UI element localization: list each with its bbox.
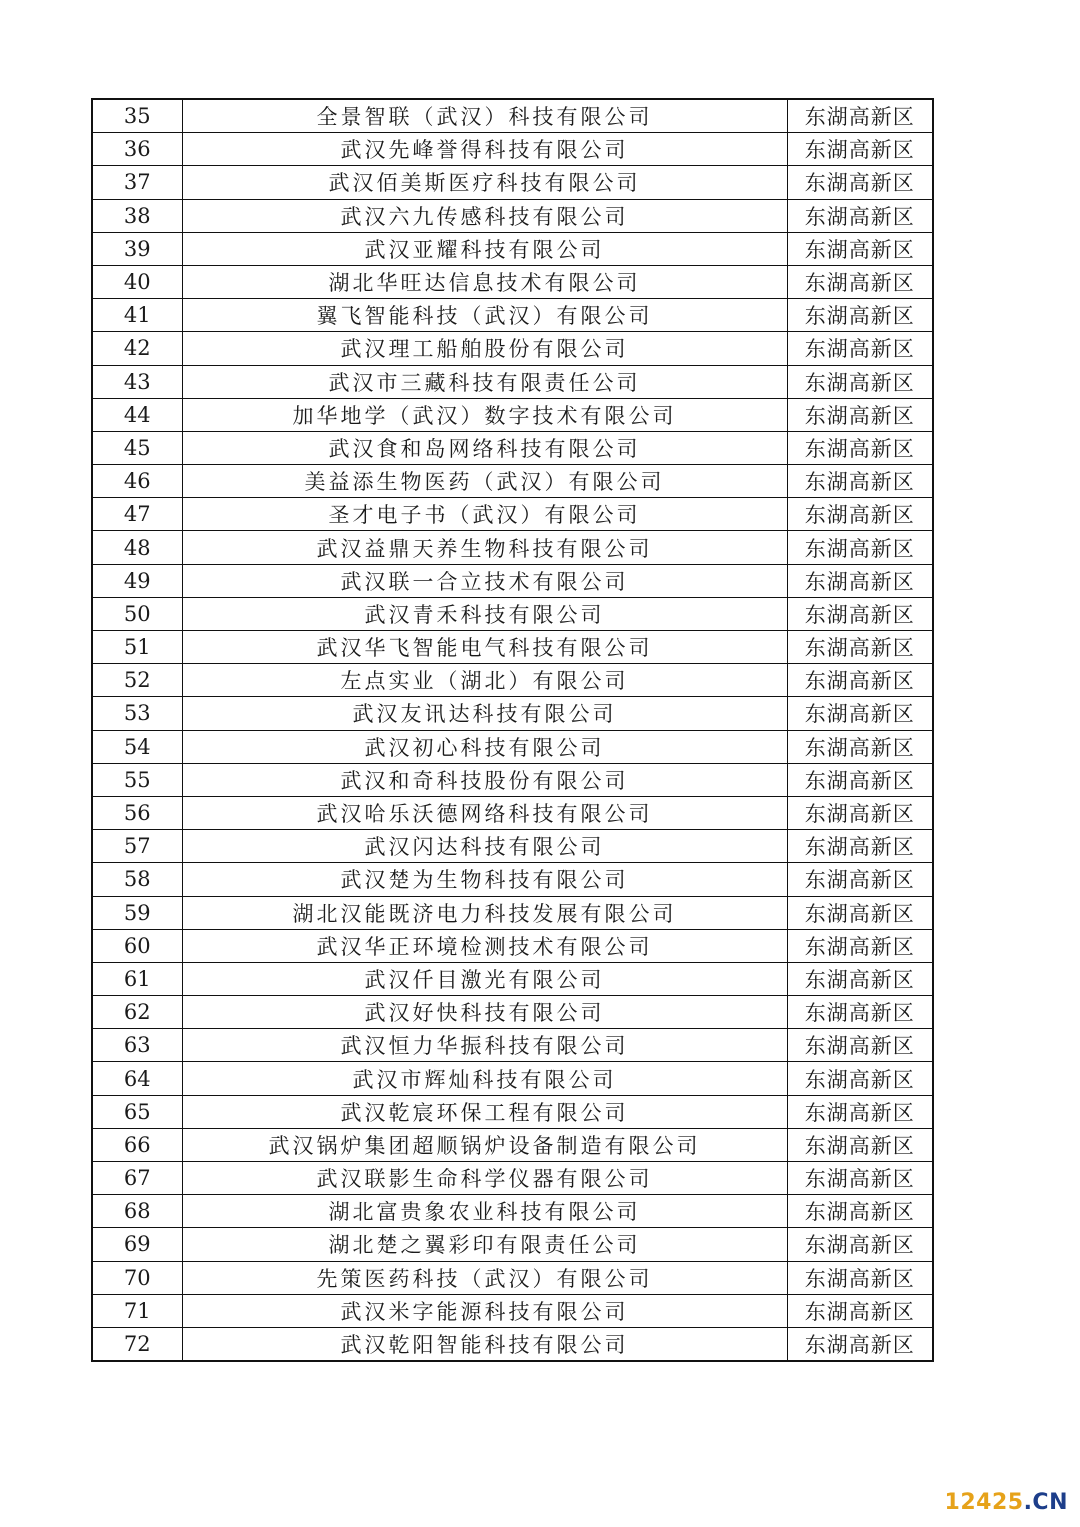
district-cell: 东湖高新区 (787, 830, 933, 863)
district-cell: 东湖高新区 (787, 962, 933, 995)
company-name-cell: 武汉哈乐沃德网络科技有限公司 (182, 796, 787, 829)
table-row (92, 498, 933, 531)
company-name-cell: 湖北汉能既济电力科技发展有限公司 (182, 896, 787, 929)
table-row (92, 465, 933, 498)
table-row (92, 99, 933, 133)
table-row (92, 265, 933, 298)
table-row (92, 1029, 933, 1062)
company-name-cell: 武汉闪达科技有限公司 (182, 830, 787, 863)
company-name-cell: 武汉六九传感科技有限公司 (182, 199, 787, 232)
company-name-cell: 圣才电子书（武汉）有限公司 (182, 498, 787, 531)
row-number-cell: 50 (92, 597, 182, 630)
row-number-cell: 59 (92, 896, 182, 929)
company-name-cell: 湖北富贵象农业科技有限公司 (182, 1195, 787, 1228)
district-cell: 东湖高新区 (787, 465, 933, 498)
table-row (92, 1162, 933, 1195)
table-row (92, 1228, 933, 1261)
table-row (92, 1195, 933, 1228)
row-number-cell: 39 (92, 232, 182, 265)
district-cell: 东湖高新区 (787, 299, 933, 332)
row-number-cell: 58 (92, 863, 182, 896)
row-number-cell: 70 (92, 1261, 182, 1294)
company-name-cell: 武汉和奇科技股份有限公司 (182, 763, 787, 796)
company-list-body (92, 99, 933, 1361)
row-number-cell: 66 (92, 1128, 182, 1161)
row-number-cell: 65 (92, 1095, 182, 1128)
district-cell: 东湖高新区 (787, 431, 933, 464)
table-row (92, 1128, 933, 1161)
table-row (92, 332, 933, 365)
district-cell: 东湖高新区 (787, 99, 933, 133)
company-name-cell: 武汉市三藏科技有限责任公司 (182, 365, 787, 398)
company-name-cell: 左点实业（湖北）有限公司 (182, 664, 787, 697)
row-number-cell: 44 (92, 398, 182, 431)
district-cell: 东湖高新区 (787, 332, 933, 365)
district-cell: 东湖高新区 (787, 531, 933, 564)
district-cell: 东湖高新区 (787, 498, 933, 531)
district-cell: 东湖高新区 (787, 996, 933, 1029)
row-number-cell: 53 (92, 697, 182, 730)
district-cell: 东湖高新区 (787, 1162, 933, 1195)
company-name-cell: 武汉仟目激光有限公司 (182, 962, 787, 995)
company-list-table (91, 98, 934, 1362)
table-row (92, 199, 933, 232)
company-name-cell: 武汉初心科技有限公司 (182, 730, 787, 763)
table-row (92, 996, 933, 1029)
district-cell: 东湖高新区 (787, 564, 933, 597)
district-cell: 东湖高新区 (787, 199, 933, 232)
district-cell: 东湖高新区 (787, 796, 933, 829)
row-number-cell: 35 (92, 99, 182, 133)
company-name-cell: 武汉联影生命科学仪器有限公司 (182, 1162, 787, 1195)
company-name-cell: 武汉市辉灿科技有限公司 (182, 1062, 787, 1095)
table-row (92, 365, 933, 398)
company-name-cell: 武汉好快科技有限公司 (182, 996, 787, 1029)
row-number-cell: 61 (92, 962, 182, 995)
row-number-cell: 64 (92, 1062, 182, 1095)
row-number-cell: 52 (92, 664, 182, 697)
district-cell: 东湖高新区 (787, 398, 933, 431)
company-name-cell: 湖北华旺达信息技术有限公司 (182, 265, 787, 298)
row-number-cell: 60 (92, 929, 182, 962)
district-cell: 东湖高新区 (787, 929, 933, 962)
table-row (92, 1327, 933, 1361)
company-name-cell: 武汉青禾科技有限公司 (182, 597, 787, 630)
company-name-cell: 先策医药科技（武汉）有限公司 (182, 1261, 787, 1294)
company-name-cell: 武汉联一合立技术有限公司 (182, 564, 787, 597)
company-name-cell: 武汉华正环境检测技术有限公司 (182, 929, 787, 962)
district-cell: 东湖高新区 (787, 1029, 933, 1062)
row-number-cell: 72 (92, 1327, 182, 1361)
company-name-cell: 武汉食和岛网络科技有限公司 (182, 431, 787, 464)
district-cell: 东湖高新区 (787, 1228, 933, 1261)
watermark-number: 12425 (944, 1490, 1024, 1515)
company-name-cell: 武汉佰美斯医疗科技有限公司 (182, 166, 787, 199)
company-name-cell: 武汉米字能源科技有限公司 (182, 1294, 787, 1327)
district-cell: 东湖高新区 (787, 232, 933, 265)
row-number-cell: 43 (92, 365, 182, 398)
company-name-cell: 武汉理工船舶股份有限公司 (182, 332, 787, 365)
table-row (92, 166, 933, 199)
table-row (92, 796, 933, 829)
company-name-cell: 武汉乾阳智能科技有限公司 (182, 1327, 787, 1361)
district-cell: 东湖高新区 (787, 1062, 933, 1095)
row-number-cell: 69 (92, 1228, 182, 1261)
table-row (92, 232, 933, 265)
company-name-cell: 武汉益鼎天养生物科技有限公司 (182, 531, 787, 564)
district-cell: 东湖高新区 (787, 1128, 933, 1161)
row-number-cell: 42 (92, 332, 182, 365)
row-number-cell: 41 (92, 299, 182, 332)
row-number-cell: 57 (92, 830, 182, 863)
district-cell: 东湖高新区 (787, 265, 933, 298)
watermark-tld: .CN (1023, 1490, 1068, 1515)
district-cell: 东湖高新区 (787, 1095, 933, 1128)
table-row (92, 730, 933, 763)
table-row (92, 962, 933, 995)
row-number-cell: 36 (92, 133, 182, 166)
table-row (92, 697, 933, 730)
table-row (92, 1062, 933, 1095)
table-row (92, 1261, 933, 1294)
table-row (92, 763, 933, 796)
district-cell: 东湖高新区 (787, 763, 933, 796)
district-cell: 东湖高新区 (787, 1327, 933, 1361)
district-cell: 东湖高新区 (787, 365, 933, 398)
table-row (92, 863, 933, 896)
row-number-cell: 47 (92, 498, 182, 531)
table-row (92, 564, 933, 597)
company-name-cell: 加华地学（武汉）数字技术有限公司 (182, 398, 787, 431)
district-cell: 东湖高新区 (787, 863, 933, 896)
site-watermark-logo (945, 1490, 1068, 1515)
row-number-cell: 71 (92, 1294, 182, 1327)
company-name-cell: 武汉华飞智能电气科技有限公司 (182, 631, 787, 664)
district-cell: 东湖高新区 (787, 1261, 933, 1294)
row-number-cell: 51 (92, 631, 182, 664)
table-row (92, 431, 933, 464)
table-row (92, 896, 933, 929)
table-row (92, 398, 933, 431)
row-number-cell: 56 (92, 796, 182, 829)
row-number-cell: 63 (92, 1029, 182, 1062)
row-number-cell: 38 (92, 199, 182, 232)
company-name-cell: 全景智联（武汉）科技有限公司 (182, 99, 787, 133)
row-number-cell: 68 (92, 1195, 182, 1228)
row-number-cell: 45 (92, 431, 182, 464)
row-number-cell: 37 (92, 166, 182, 199)
company-name-cell: 武汉恒力华振科技有限公司 (182, 1029, 787, 1062)
company-name-cell: 武汉楚为生物科技有限公司 (182, 863, 787, 896)
table-row (92, 299, 933, 332)
district-cell: 东湖高新区 (787, 896, 933, 929)
company-name-cell: 湖北楚之翼彩印有限责任公司 (182, 1228, 787, 1261)
district-cell: 东湖高新区 (787, 1294, 933, 1327)
table-row (92, 1294, 933, 1327)
district-cell: 东湖高新区 (787, 730, 933, 763)
row-number-cell: 46 (92, 465, 182, 498)
row-number-cell: 48 (92, 531, 182, 564)
company-name-cell: 武汉友讯达科技有限公司 (182, 697, 787, 730)
company-name-cell: 武汉乾宸环保工程有限公司 (182, 1095, 787, 1128)
company-name-cell: 武汉亚耀科技有限公司 (182, 232, 787, 265)
district-cell: 东湖高新区 (787, 597, 933, 630)
row-number-cell: 62 (92, 996, 182, 1029)
table-row (92, 133, 933, 166)
row-number-cell: 40 (92, 265, 182, 298)
district-cell: 东湖高新区 (787, 664, 933, 697)
table-row (92, 929, 933, 962)
table-row (92, 1095, 933, 1128)
district-cell: 东湖高新区 (787, 631, 933, 664)
table-row (92, 830, 933, 863)
table-row (92, 631, 933, 664)
row-number-cell: 54 (92, 730, 182, 763)
company-name-cell: 武汉锅炉集团超顺锅炉设备制造有限公司 (182, 1128, 787, 1161)
company-name-cell: 翼飞智能科技（武汉）有限公司 (182, 299, 787, 332)
row-number-cell: 49 (92, 564, 182, 597)
row-number-cell: 67 (92, 1162, 182, 1195)
table-row (92, 597, 933, 630)
district-cell: 东湖高新区 (787, 1195, 933, 1228)
table-row (92, 664, 933, 697)
company-name-cell: 武汉先峰誉得科技有限公司 (182, 133, 787, 166)
company-name-cell: 美益添生物医药（武汉）有限公司 (182, 465, 787, 498)
district-cell: 东湖高新区 (787, 133, 933, 166)
district-cell: 东湖高新区 (787, 697, 933, 730)
table-row (92, 531, 933, 564)
district-cell: 东湖高新区 (787, 166, 933, 199)
row-number-cell: 55 (92, 763, 182, 796)
